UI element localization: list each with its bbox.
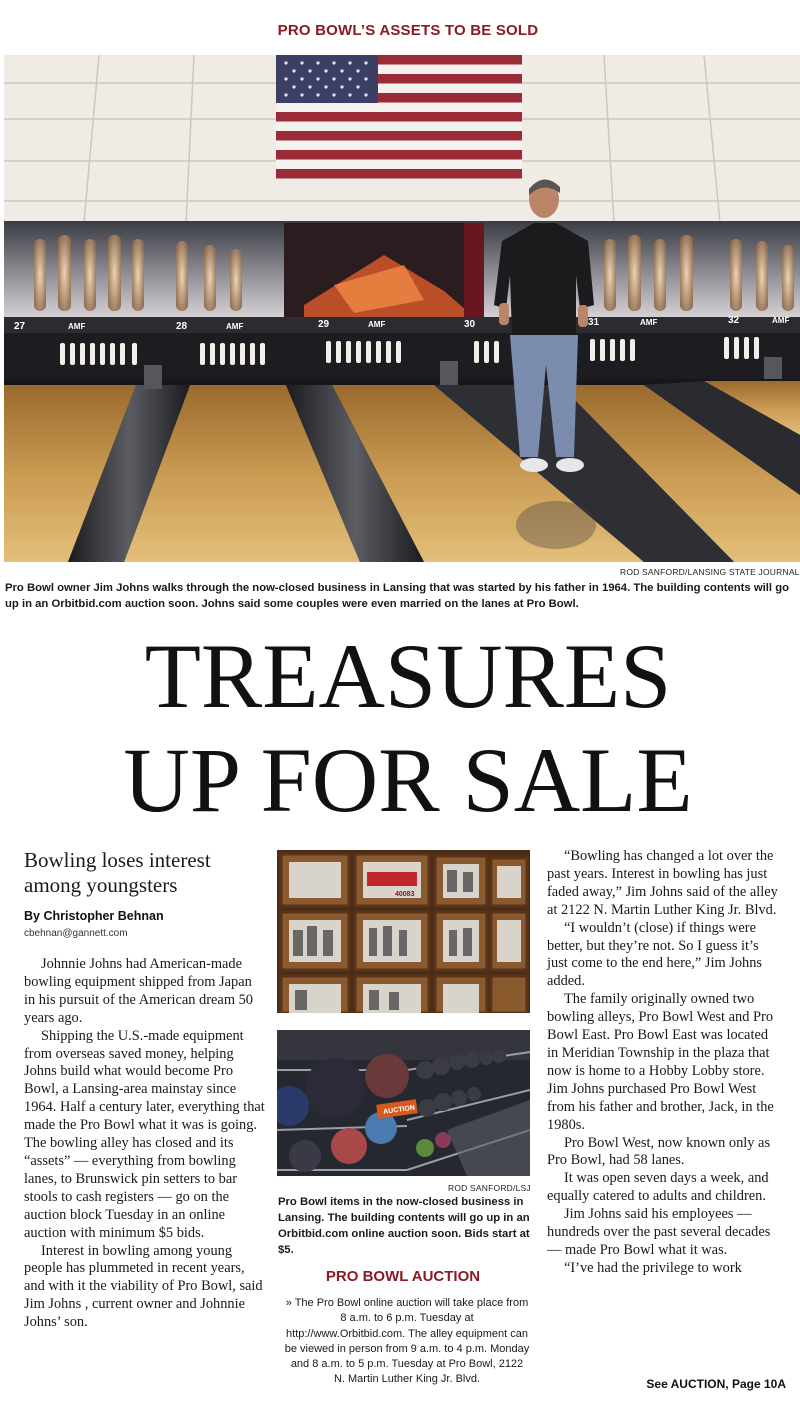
photo-caption-small: Pro Bowl items in the now-closed business in Lansing. The building contents will go up in an Orbitbid.com online auction soon. Bids start at $5. [278, 1196, 530, 1256]
paragraph: “I wouldn’t (close) if things were better, but they’re not. So I guess it’s just come to the end here,” Jim Johns added. [547, 919, 763, 990]
photo-caption: Pro Bowl owner Jim Johns walks through the now-closed business in Lansing that was started by his father in 1964. The building contents will go up in an Orbitbid.com auction soon. Johns said some couples were even married on the lanes at Pro Bowl. [5, 582, 789, 610]
paragraph: Pro Bowl West, now known only as Pro Bowl, had 58 lanes. [547, 1134, 771, 1169]
auction-details: » The Pro Bowl online auction will take place from 8 a.m. to 6 p.m. Tuesday at http://www.Orbitbid.com. The alley equipment can be viewed in person from 9 a.m. to 4 p.m. Monday and 8 a.m. to 5 p.m. Tuesday at Pro Bowl, 2122 N. Martin Luther King Jr. Blvd. [284, 1297, 530, 1386]
author-email[interactable]: cbehnan@gannett.com [24, 928, 128, 939]
lane-brand: AMF [640, 318, 658, 327]
lane-number: 30 [464, 319, 476, 330]
sign-number: 40083 [395, 891, 415, 898]
auction-tag: AUCTION [382, 1104, 416, 1116]
paragraph: The family originally owned two bowling alleys, Pro Bowl West and Pro Bowl East. Pro Bowl East was located in Meridian Township in the plaza that now is home to a Hobby Lobby store. Jim Johns purchased Pro Bowl West from his father and brother, Jack, in the 1980s. [547, 991, 774, 1133]
lane-number: 31 [588, 317, 600, 328]
paragraph: Jim Johns said his employees — hundreds over the past several decades — made Pro Bowl what it was. [547, 1206, 771, 1258]
deck-subheadline: Bowling loses interest among youngsters [24, 848, 211, 897]
bowling-balls-photo [277, 1030, 530, 1176]
headline-line-1: TREASURES [144, 625, 672, 727]
lane-brand: AMF [772, 316, 790, 325]
lane-brand: AMF [68, 322, 86, 331]
photo-credit: ROD SANFORD/LANSING STATE JOURNAL [620, 567, 800, 577]
headline-line-2: UP FOR SALE [123, 729, 693, 831]
paragraph: Johnnie Johns had American-made bowling equipment shipped from Japan in his pursuit of the American dream 50 years ago. [24, 956, 253, 1026]
auction-heading: PRO BOWL AUCTION [325, 1268, 481, 1285]
section-kicker: PRO BOWL’S ASSETS TO BE SOLD [277, 22, 539, 39]
lane-brand: AMF [368, 320, 386, 329]
memorabilia-photo [277, 850, 530, 1013]
photo-credit-small: ROD SANFORD/LSJ [448, 1183, 531, 1193]
main-photo-bowling-alley [4, 55, 800, 562]
paragraph: “I’ve had the privilege to work [564, 1259, 742, 1276]
lane-number: 29 [318, 319, 330, 330]
jump-reference[interactable]: See AUCTION, Page 10A [646, 1377, 786, 1391]
paragraph: Interest in bowling among young people has plummeted in recent years, and with it the viability of Pro Bowl, said Jim Johns , current owner and Johnnie Johns’ son. [24, 1242, 263, 1331]
paragraph: Shipping the U.S.-made equipment from overseas saved money, helping Johns build what would become Pro Bowl, a Lansing-area mainstay since 1964. Half a century later, everything that made the Pro Bowl what it was is going. The bowling alley has closed and its “assets” — everything from bowling lanes, to Brunswick pin setters to bar stools to cash registers — go on the auction block Tuesday in an online auction with minimum $5 bids. [24, 1027, 265, 1241]
byline: By Christopher Behnan [24, 909, 164, 923]
article-column-3 [547, 848, 780, 1278]
flag-icon [276, 55, 522, 179]
paragraph: “Bowling has changed a lot over the past years. Interest in bowling has just faded away,” Jim Johns said of the alley at 2122 N. Martin Luther King Jr. Blvd. [547, 848, 778, 918]
article-column-1 [24, 956, 265, 1332]
lane-number: 32 [728, 315, 740, 326]
lane-brand: AMF [226, 322, 244, 331]
lane-number: 28 [176, 321, 188, 332]
lane-number: 27 [14, 321, 26, 332]
paragraph: It was open seven days a week, and equally catered to adults and children. [547, 1170, 769, 1205]
